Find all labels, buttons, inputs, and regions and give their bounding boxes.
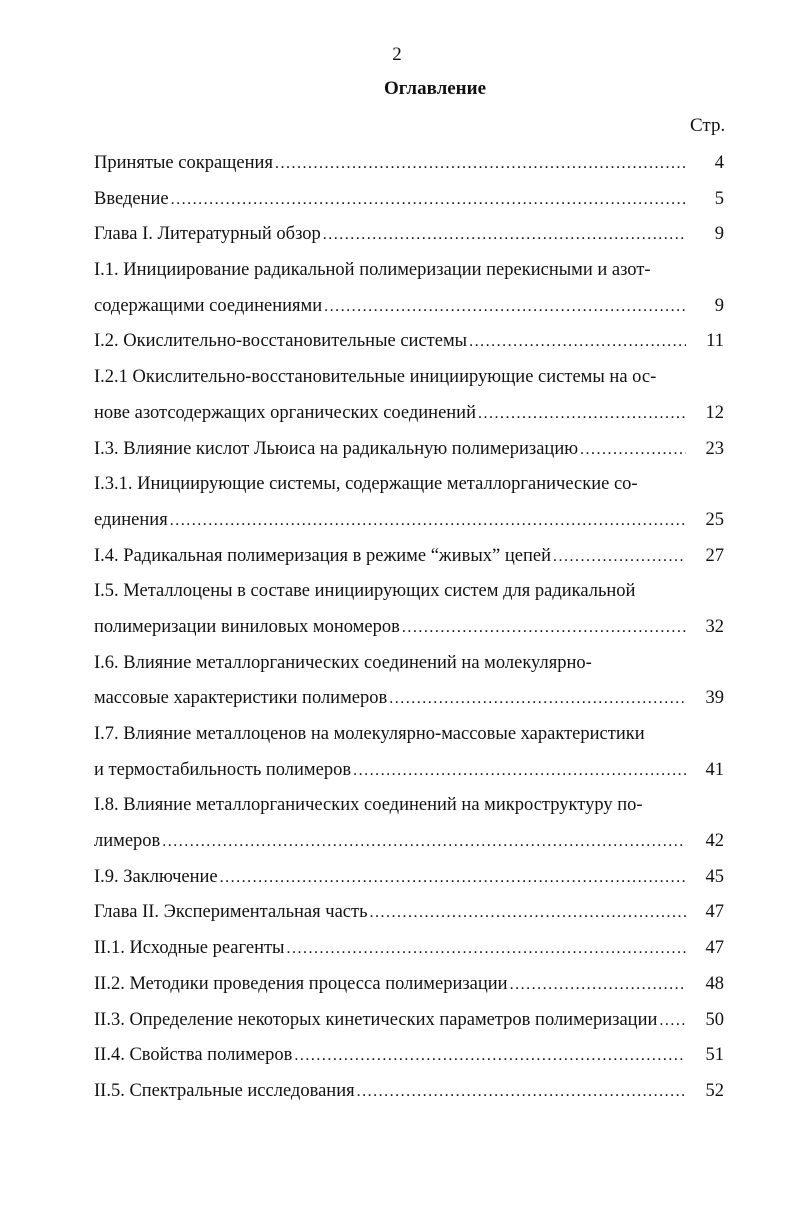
dot-leader — [389, 681, 686, 717]
toc-line — [94, 646, 724, 682]
toc-line — [94, 1003, 724, 1039]
toc-entry[interactable] — [94, 1038, 724, 1074]
toc-entry-title: I.6. Влияние металлорганических соединений на молекулярно- — [94, 652, 592, 673]
toc-page-number: 5 — [714, 188, 724, 209]
toc-entry[interactable] — [94, 931, 724, 967]
page-title: Оглавление — [383, 78, 487, 99]
toc-entry[interactable] — [94, 646, 724, 717]
toc-entry[interactable] — [94, 182, 724, 218]
toc-entry-title: нове азотсодержащих органических соединений — [94, 402, 476, 423]
toc-line — [94, 824, 724, 860]
toc-page-number: 11 — [706, 331, 724, 352]
toc-entry-title: I.1. Инициирование радикальной полимеризации перекисными и азот- — [94, 260, 651, 281]
toc-entry-title: II.5. Спектральные исследования — [94, 1080, 355, 1101]
toc-entry-title: I.3.1. Инициирующие системы, содержащие металлорганические со- — [94, 474, 638, 495]
dot-leader — [478, 396, 686, 432]
toc-line — [94, 289, 724, 325]
toc-entry[interactable] — [94, 860, 724, 896]
dot-leader — [275, 146, 686, 182]
toc-line — [94, 681, 724, 717]
toc-entry[interactable] — [94, 1003, 724, 1039]
toc-page-number: 9 — [714, 295, 724, 316]
dot-leader — [286, 931, 686, 967]
toc-line — [94, 467, 724, 503]
toc-entry-title: I.2.1 Окислительно-восстановительные инициирующие системы на ос- — [94, 367, 657, 388]
toc-entry[interactable] — [94, 967, 724, 1003]
dot-leader — [324, 289, 686, 325]
table-of-contents — [94, 146, 724, 1110]
toc-entry[interactable] — [94, 360, 724, 431]
toc-line — [94, 967, 724, 1003]
toc-entry[interactable] — [94, 146, 724, 182]
toc-entry-title: массовые характеристики полимеров — [94, 688, 388, 709]
page-number: 2 — [392, 44, 402, 65]
toc-line — [94, 539, 724, 575]
toc-page-number: 50 — [705, 1009, 724, 1030]
toc-line — [94, 753, 724, 789]
toc-line — [94, 432, 724, 468]
toc-page-number: 47 — [705, 938, 724, 959]
dot-leader — [553, 539, 686, 575]
toc-line — [94, 610, 724, 646]
toc-page-number: 45 — [705, 866, 724, 887]
toc-line — [94, 895, 724, 931]
toc-page-number: 52 — [705, 1080, 724, 1101]
toc-line — [94, 146, 724, 182]
toc-entry-title: I.5. Металлоцены в составе инициирующих систем для радикальной — [94, 581, 636, 602]
toc-line — [94, 860, 724, 896]
toc-entry-title: содержащими соединениями — [94, 295, 323, 316]
toc-entry-title: I.2. Окислительно-восстановительные системы — [94, 331, 468, 352]
toc-entry-title: полимеризации виниловых мономеров — [94, 616, 400, 637]
toc-page-number: 48 — [705, 973, 724, 994]
toc-line — [94, 396, 724, 432]
toc-entry-title: Введение — [94, 188, 169, 209]
toc-entry-title: и термостабильность полимеров — [94, 759, 352, 780]
dot-leader — [357, 1074, 686, 1110]
toc-entry[interactable] — [94, 717, 724, 788]
toc-entry-title: I.9. Заключение — [94, 866, 218, 887]
toc-line — [94, 324, 724, 360]
toc-entry[interactable] — [94, 1074, 724, 1110]
dot-leader — [370, 895, 686, 931]
toc-entry-title: I.3. Влияние кислот Льюиса на радикальную полимеризацию — [94, 438, 579, 459]
toc-entry-title: Глава I. Литературный обзор — [94, 224, 321, 245]
toc-entry-title: единения — [94, 509, 168, 530]
toc-entry[interactable] — [94, 788, 724, 859]
toc-page-number: 12 — [705, 402, 724, 423]
toc-page-number: 23 — [705, 438, 724, 459]
toc-entry-title: лимеров — [94, 831, 161, 852]
toc-entry[interactable] — [94, 432, 724, 468]
toc-page-number: 9 — [714, 224, 724, 245]
toc-page-number: 42 — [705, 831, 724, 852]
dot-leader — [353, 753, 686, 789]
toc-line — [94, 574, 724, 610]
toc-line — [94, 1038, 724, 1074]
page-column-label: Стр. — [690, 115, 726, 136]
toc-page-number: 39 — [705, 688, 724, 709]
toc-page-number: 25 — [705, 509, 724, 530]
dot-leader — [659, 1003, 686, 1039]
toc-page-number: 41 — [705, 759, 724, 780]
dot-leader — [402, 610, 686, 646]
toc-line — [94, 931, 724, 967]
dot-leader — [171, 182, 686, 218]
toc-entry-title: II.4. Свойства полимеров — [94, 1045, 293, 1066]
toc-entry-title: I.8. Влияние металлорганических соединений на микроструктуру по- — [94, 795, 643, 816]
toc-entry-title: I.4. Радикальная полимеризация в режиме “живых” цепей — [94, 545, 551, 566]
toc-line — [94, 1074, 724, 1110]
toc-page-number: 47 — [705, 902, 724, 923]
dot-leader — [323, 217, 686, 253]
dot-leader — [162, 824, 686, 860]
toc-page-number: 4 — [714, 153, 724, 173]
toc-entry[interactable] — [94, 217, 724, 253]
toc-entry-title: II.3. Определение некоторых кинетических параметров полимеризации — [94, 1009, 658, 1030]
toc-entry-title: II.2. Методики проведения процесса полимеризации — [94, 973, 508, 994]
toc-line — [94, 717, 724, 753]
toc-entry[interactable] — [94, 324, 724, 360]
toc-page-number: 27 — [705, 545, 724, 566]
toc-entry-title: I.7. Влияние металлоценов на молекулярно-массовые характеристики — [94, 724, 645, 744]
dot-leader — [220, 860, 686, 896]
dot-leader — [294, 1038, 686, 1074]
toc-page-number: 32 — [705, 616, 724, 637]
dot-leader — [170, 503, 686, 539]
toc-entry-title: II.1. Исходные реагенты — [94, 938, 285, 959]
toc-entry-title: Принятые сокращения — [94, 153, 273, 173]
toc-entry[interactable] — [94, 539, 724, 575]
toc-entry-title: Глава II. Экспериментальная часть — [94, 902, 368, 923]
toc-line — [94, 253, 724, 289]
toc-entry[interactable] — [94, 467, 724, 538]
toc-page-number: 51 — [705, 1045, 724, 1066]
toc-entry[interactable] — [94, 253, 724, 324]
dot-leader — [580, 432, 686, 468]
toc-line — [94, 360, 724, 396]
toc-line — [94, 788, 724, 824]
toc-line — [94, 503, 724, 539]
dot-leader — [510, 967, 686, 1003]
dot-leader — [469, 324, 686, 360]
toc-line — [94, 182, 724, 218]
toc-entry[interactable] — [94, 574, 724, 645]
toc-entry[interactable] — [94, 895, 724, 931]
toc-line — [94, 217, 724, 253]
